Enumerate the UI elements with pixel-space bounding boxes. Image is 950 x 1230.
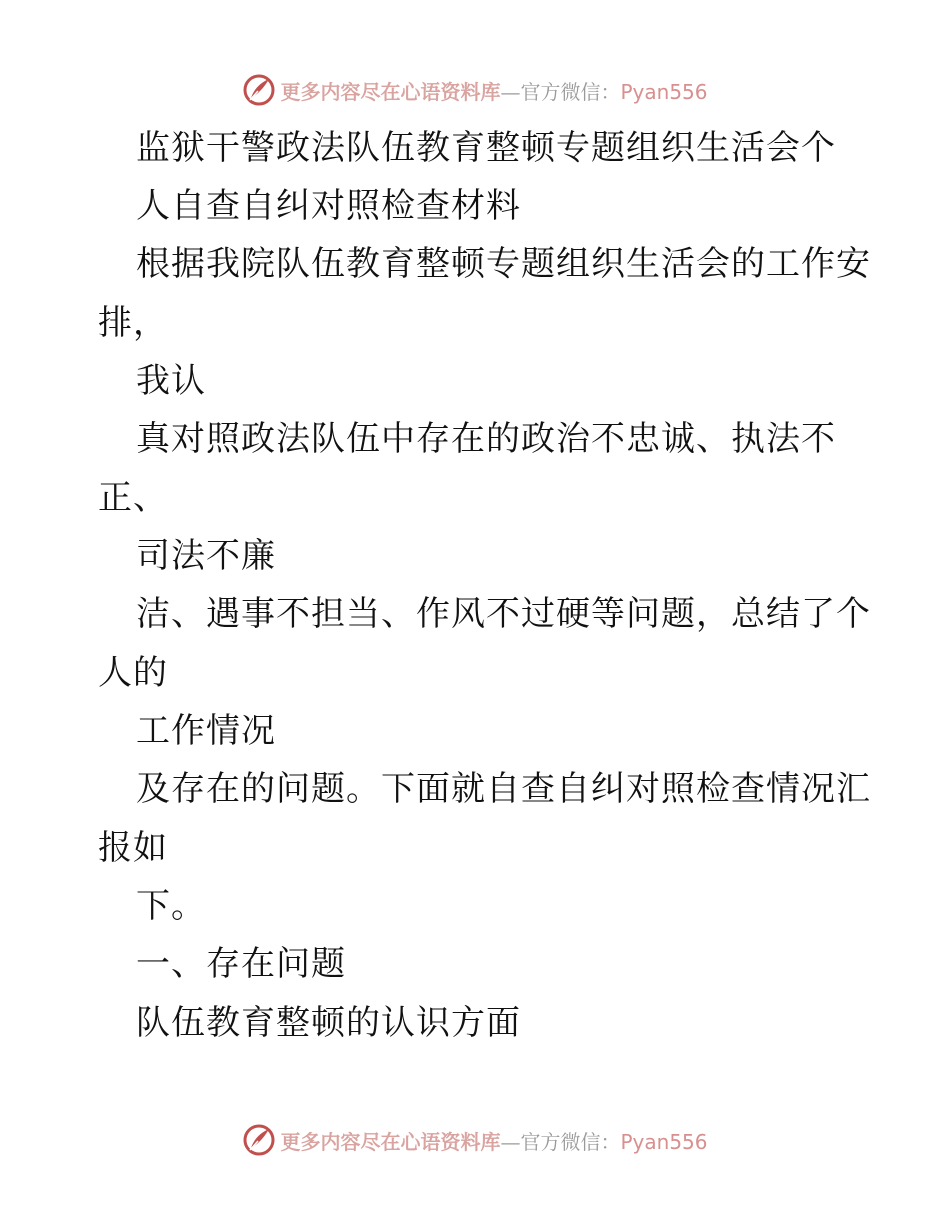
paragraph-line: 洁、遇事不担当、作风不过硬等问题，总结了个: [136, 594, 871, 634]
banner-official-label: 官方微信：: [520, 79, 621, 104]
paragraph-line: 根据我院队伍教育整顿专题组织生活会的工作安: [136, 244, 871, 284]
banner-brand: 更多内容尽在心语资料库: [280, 1129, 501, 1154]
paragraph-line: 工作情况: [136, 711, 276, 751]
paragraph-line: 司法不廉: [136, 536, 276, 576]
paragraph-line: 人的: [98, 653, 168, 693]
feather-logo-icon: [242, 1123, 276, 1157]
paragraph-line: 下。: [136, 886, 206, 926]
section-heading: 一、存在问题: [136, 944, 346, 984]
banner-brand: 更多内容尽在心语资料库: [280, 79, 501, 104]
banner-text: [280, 1126, 707, 1155]
paragraph-line: 正、: [98, 478, 168, 518]
banner-dash: —: [500, 79, 521, 104]
document-title-line-2: 人自查自纠对照检查材料: [136, 186, 521, 226]
banner-official-label: 官方微信：: [520, 1129, 621, 1154]
subsection-heading: 队伍教育整顿的认识方面: [136, 1003, 521, 1043]
paragraph-line: 排，: [98, 303, 168, 343]
paragraph-line: 我认: [136, 361, 206, 401]
paragraph-line: 报如: [98, 828, 168, 868]
paragraph-line: 及存在的问题。下面就自查自纠对照检查情况汇: [136, 769, 871, 809]
document-title-line-1: 监狱干警政法队伍教育整顿专题组织生活会个: [136, 128, 836, 168]
banner-wechat-id: Pyan556: [620, 1129, 708, 1154]
banner-wechat-id: Pyan556: [620, 79, 708, 104]
paragraph-line: 真对照政法队伍中存在的政治不忠诚、执法不: [136, 419, 836, 459]
banner-dash: —: [500, 1129, 521, 1154]
footer-banner: [0, 1120, 950, 1160]
